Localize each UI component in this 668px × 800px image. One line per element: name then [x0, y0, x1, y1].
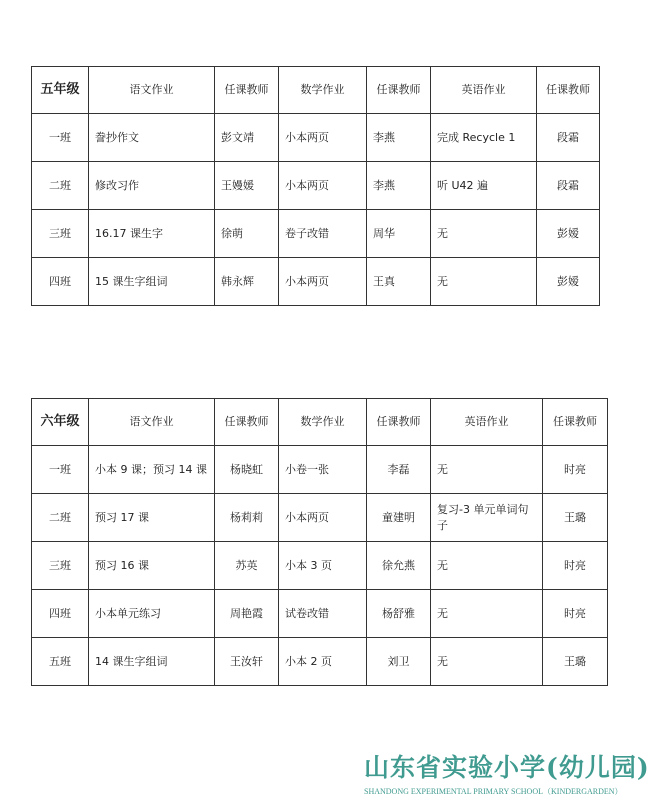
math-homework-cell: 小本 2 页 — [279, 638, 367, 686]
header-math-homework: 数学作业 — [279, 399, 367, 446]
header-teacher: 任课教师 — [215, 399, 279, 446]
teacher-cell: 时亮 — [543, 542, 608, 590]
school-name-english: SHANDONG EXPERIMENTAL PRIMARY SCHOOL（KINDERGARDEN） — [364, 787, 623, 796]
class-cell: 五班 — [32, 638, 89, 686]
chinese-homework-cell: 15 课生字组词 — [89, 258, 215, 306]
teacher-cell: 王真 — [367, 258, 431, 306]
chinese-homework-cell: 预习 17 课 — [89, 494, 215, 542]
table-header-row — [32, 67, 600, 114]
chinese-homework-cell: 16.17 课生字 — [89, 210, 215, 258]
table-row — [32, 114, 600, 162]
class-cell: 四班 — [32, 258, 89, 306]
teacher-cell: 王嫚媛 — [215, 162, 279, 210]
chinese-homework-cell: 修改习作 — [89, 162, 215, 210]
class-cell: 一班 — [32, 114, 89, 162]
class-cell: 二班 — [32, 494, 89, 542]
chinese-homework-cell: 誊抄作文 — [89, 114, 215, 162]
english-homework-cell: 无 — [431, 638, 543, 686]
grade5-homework-table — [31, 66, 600, 306]
english-homework-cell: 听 U42 遍 — [431, 162, 537, 210]
english-homework-cell: 复习-3 单元单词句子 — [431, 494, 543, 542]
english-homework-cell: 无 — [431, 446, 543, 494]
math-homework-cell: 小本两页 — [279, 114, 367, 162]
teacher-cell: 时亮 — [543, 446, 608, 494]
math-homework-cell: 卷子改错 — [279, 210, 367, 258]
table-header-row — [32, 399, 608, 446]
class-cell: 二班 — [32, 162, 89, 210]
teacher-cell: 彭嫒 — [537, 210, 600, 258]
chinese-homework-cell: 小本 9 课；预习 14 课 — [89, 446, 215, 494]
math-homework-cell: 试卷改错 — [279, 590, 367, 638]
english-homework-cell: 无 — [431, 590, 543, 638]
table-row — [32, 542, 608, 590]
header-math-homework: 数学作业 — [279, 67, 367, 114]
class-cell: 三班 — [32, 542, 89, 590]
english-homework-cell: 无 — [431, 258, 537, 306]
header-english-homework: 英语作业 — [431, 399, 543, 446]
chinese-homework-cell: 14 课生字组词 — [89, 638, 215, 686]
teacher-cell: 王汝轩 — [215, 638, 279, 686]
teacher-cell: 彭文靖 — [215, 114, 279, 162]
teacher-cell: 段霜 — [537, 114, 600, 162]
teacher-cell: 时亮 — [543, 590, 608, 638]
class-cell: 四班 — [32, 590, 89, 638]
teacher-cell: 苏英 — [215, 542, 279, 590]
grade-label: 六年级 — [32, 399, 89, 446]
teacher-cell: 周艳霞 — [215, 590, 279, 638]
table-row — [32, 162, 600, 210]
math-homework-cell: 小本两页 — [279, 162, 367, 210]
grade-label: 五年级 — [32, 67, 89, 114]
class-cell: 三班 — [32, 210, 89, 258]
teacher-cell: 杨舒雅 — [367, 590, 431, 638]
math-homework-cell: 小本两页 — [279, 494, 367, 542]
grade6-homework-table — [31, 398, 608, 686]
teacher-cell: 徐允燕 — [367, 542, 431, 590]
table-row — [32, 258, 600, 306]
table-row — [32, 494, 608, 542]
table-row — [32, 210, 600, 258]
header-teacher: 任课教师 — [367, 399, 431, 446]
teacher-cell: 周华 — [367, 210, 431, 258]
english-homework-cell: 无 — [431, 210, 537, 258]
teacher-cell: 徐萌 — [215, 210, 279, 258]
table-row — [32, 590, 608, 638]
school-name-chinese: 山东省实验小学(幼儿园) — [364, 753, 650, 782]
teacher-cell: 韩永辉 — [215, 258, 279, 306]
header-chinese-homework: 语文作业 — [89, 399, 215, 446]
school-logo — [364, 748, 664, 797]
chinese-homework-cell: 小本单元练习 — [89, 590, 215, 638]
teacher-cell: 彭嫒 — [537, 258, 600, 306]
teacher-cell: 段霜 — [537, 162, 600, 210]
teacher-cell: 杨莉莉 — [215, 494, 279, 542]
math-homework-cell: 小本两页 — [279, 258, 367, 306]
header-chinese-homework: 语文作业 — [89, 67, 215, 114]
table-row — [32, 638, 608, 686]
teacher-cell: 王璐 — [543, 638, 608, 686]
header-teacher: 任课教师 — [215, 67, 279, 114]
header-teacher: 任课教师 — [543, 399, 608, 446]
english-homework-cell: 完成 Recycle 1 — [431, 114, 537, 162]
teacher-cell: 杨晓虹 — [215, 446, 279, 494]
english-homework-cell: 无 — [431, 542, 543, 590]
teacher-cell: 李磊 — [367, 446, 431, 494]
chinese-homework-cell: 预习 16 课 — [89, 542, 215, 590]
teacher-cell: 刘卫 — [367, 638, 431, 686]
teacher-cell: 王璐 — [543, 494, 608, 542]
table-row — [32, 446, 608, 494]
header-teacher: 任课教师 — [367, 67, 431, 114]
class-cell: 一班 — [32, 446, 89, 494]
teacher-cell: 李燕 — [367, 114, 431, 162]
math-homework-cell: 小本 3 页 — [279, 542, 367, 590]
math-homework-cell: 小卷一张 — [279, 446, 367, 494]
header-english-homework: 英语作业 — [431, 67, 537, 114]
teacher-cell: 童建明 — [367, 494, 431, 542]
header-teacher: 任课教师 — [537, 67, 600, 114]
teacher-cell: 李燕 — [367, 162, 431, 210]
